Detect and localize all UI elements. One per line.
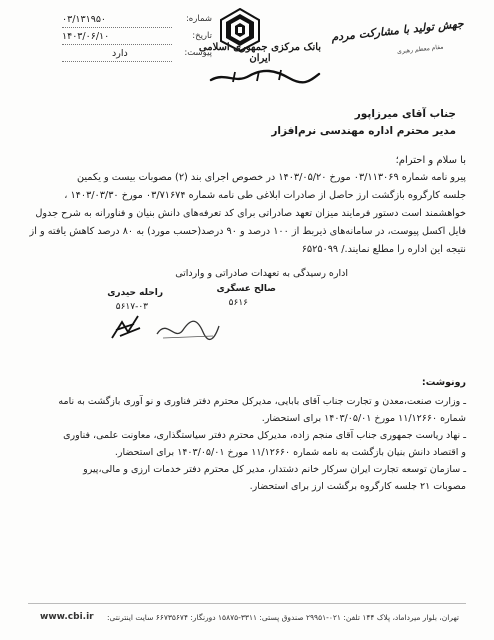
greeting: با سلام و احترام؛ (395, 155, 466, 166)
cc-line: ـ وزارت صنعت،معدن و تجارت جناب آقای بابایی، مدیرکل محترم دفتر فناوری و نو آوری بازگشت به نامه (58, 396, 466, 407)
letter-date-label: تاریخ: (192, 31, 212, 41)
signer-1-handwritten-signature (153, 312, 223, 344)
signer-2-name: راحله حیدری (107, 288, 163, 298)
body-line: فایل اکسل پیوست، در سامانه‌های ذیربط از ۱۰۰ درصد و ۹۰ درصد(حسب مورد) به ۸۰ درصد کاهش یافته و از (29, 226, 466, 237)
footer-website[interactable]: www.cbi.ir (40, 612, 94, 622)
letter-date-row (62, 31, 212, 45)
cc-title: رونوشت: (421, 377, 466, 388)
letter-number-label: شماره: (185, 14, 212, 24)
letter-attachment-row (62, 48, 212, 62)
addressee-name: جناب آقای میرزاپور (354, 108, 456, 120)
signature-block (88, 268, 348, 348)
footer-divider (28, 603, 466, 604)
body-line: نتیجه این اداره را مطلع نمایند./ ۶۵۲۵۰۹۹ (301, 244, 466, 255)
signer-2-handwritten-signature (108, 310, 148, 342)
signer-2-code: ۵۶۱۷-۰۳ (115, 302, 148, 312)
letter-attachment-value: دارد (112, 48, 128, 59)
footer-address: تهران، بلوار میرداماد، پلاک ۱۴۴ تلفن: ۰۲۱-۲۹۹۵۱ صندوق پستی: ۳۳۱۱-۱۵۸۷۵ دورنگار: ۶۶۷۳۵۶۷۴ سایت اینترنتی: (107, 613, 459, 622)
cc-line: ـ سازمان توسعه تجارت ایران سرکار خانم دشتدار، مدیر کل محترم دفتر خدمات ارزی و مالی،پیرو (83, 464, 466, 475)
signer-1-code: ۵۶۱۶ (228, 298, 248, 308)
body-line: جلسه کارگروه بازگشت ارز حاصل از صادرات ابلاغی طی نامه شماره ۰۳/۷۱۶۷۴ مورخ ۱۴۰۳/۰۳/۳۰ ، (64, 190, 466, 201)
letter-attachment-label: پیوست: (184, 48, 212, 58)
body-line: خواهشمند است دستور فرمایند میزان تعهد صادراتی برای کد تعرفه‌های دانش بنیان و فناورانه به شرح جدول (35, 208, 466, 219)
slogan-attribution: مقام معظم رهبری (397, 43, 445, 56)
bank-name: بانک مرکزی جمهوری اسلامی ایران (198, 42, 322, 64)
cc-line: و اقتصاد دانش بنیان بازگشت به نامه شماره ۱۱/۱۲۶۶۰ مورخ ۱۴۰۳/۰۵/۰۱ برای استحضار. (114, 447, 466, 458)
addressee-title: مدیر محترم اداره مهندسی نرم‌افزار (271, 125, 456, 137)
cc-line: ـ نهاد ریاست جمهوری جناب آقای منجم زاده، مدیرکل محترم دفتر سیاستگذاری، معاونت علمی، فناوری (63, 430, 466, 441)
slogan-text: جهش تولید با مشارکت مردم (330, 17, 465, 44)
letter-date-value: ۱۴۰۳/۰۶/۱۰ (62, 31, 110, 42)
bank-calligraphy-signature (205, 66, 325, 88)
letter-number-row (62, 14, 212, 28)
cc-line: مصوبات ۲۱ جلسه کارگروه برگشت ارز برای استحضار. (249, 481, 466, 492)
letter-number-value: ۰۳/۱۳۱۹۵۰ (62, 14, 107, 25)
signer-1-name: صالح عسگری (216, 284, 276, 294)
body-line: پیرو نامه شماره ۰۳/۱۱۳۰۶۹ مورخ ۱۴۰۳/۰۵/۲۰ در خصوص اجرای بند (۲) مصوبات بیست و یکمین (76, 172, 466, 183)
slogan-block (330, 17, 465, 58)
cc-line: شماره ۱۱/۱۲۶۶۰ مورخ ۱۴۰۳/۰۵/۰۱ برای استحضار. (261, 413, 466, 424)
signature-department: اداره رسیدگی به تعهدات صادراتی و وارداتی (175, 268, 348, 279)
